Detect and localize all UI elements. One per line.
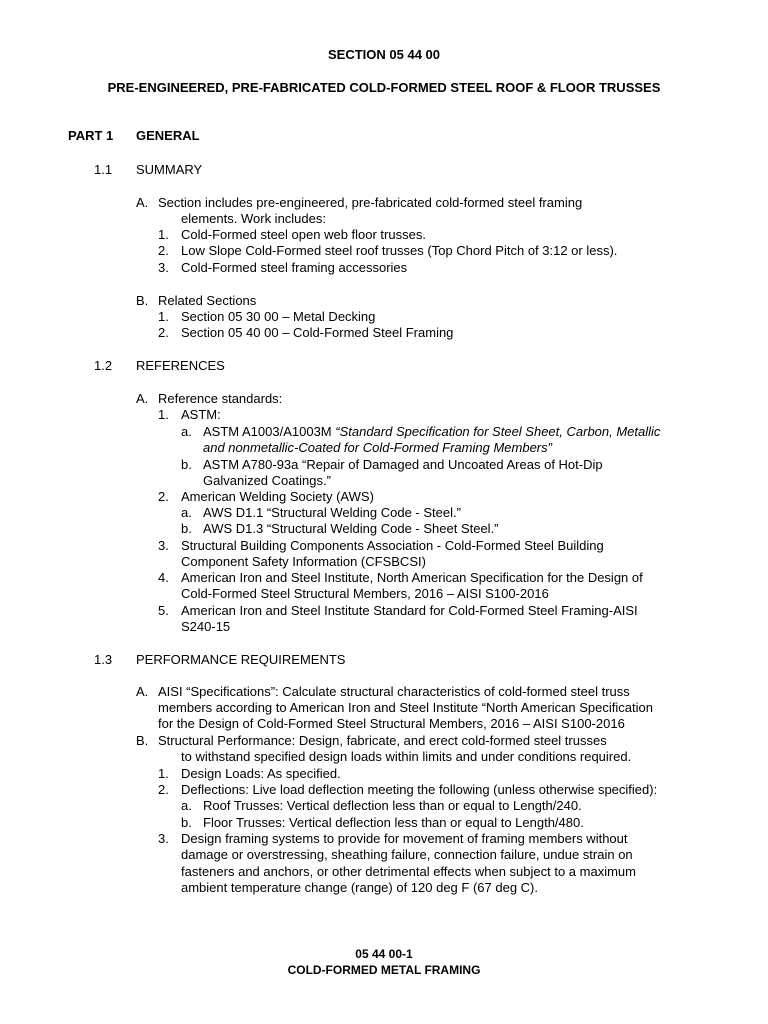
article-number: 1.3 (94, 652, 113, 667)
subitem-text: Roof Trusses: Vertical deflection less than or equal to Length/240. (203, 798, 582, 813)
subitem-text: AWS D1.3 “Structural Welding Code - Sheet Steel.” (203, 521, 499, 536)
paragraph-text: for the Design of Cold-Formed Steel Structural Members, 2016 – AISI S100-2016 (158, 716, 625, 731)
paragraph-label: A. (136, 195, 149, 210)
subitem-letter: a. (181, 505, 192, 520)
list-item: Cold-Formed steel open web floor trusses. (181, 227, 426, 242)
item-number: 2. (158, 782, 169, 797)
list-item: Component Safety Information (CFSBCSI) (181, 554, 426, 569)
subitem-text (203, 424, 660, 440)
paragraph-text: AISI “Specifications”: Calculate structural characteristics of cold-formed steel truss (158, 684, 630, 699)
paragraph-label: A. (136, 684, 149, 699)
subitem-text: ASTM A780-93a “Repair of Damaged and Uncoated Areas of Hot-Dip (203, 457, 603, 472)
list-item: Design framing systems to provide for movement of framing members without (181, 831, 628, 846)
paragraph-text: Reference standards: (158, 391, 283, 406)
list-item: Section 05 40 00 – Cold-Formed Steel Framing (181, 325, 454, 340)
item-number: 3. (158, 260, 169, 275)
subitem-text: Floor Trusses: Vertical deflection less than or equal to Length/480. (203, 815, 584, 830)
item-number: 4. (158, 570, 169, 585)
list-item: American Iron and Steel Institute Standard for Cold-Formed Steel Framing-AISI (181, 603, 638, 618)
item-number: 5. (158, 603, 169, 618)
list-item: damage or overstressing, sheathing failure, connection failure, undue strain on (181, 847, 633, 862)
list-item: Cold-Formed steel framing accessories (181, 260, 408, 275)
subitem-text: Galvanized Coatings.” (203, 473, 331, 488)
subitem-text-prefix: ASTM A1003/A1003M (203, 424, 336, 439)
list-item: ASTM: (181, 407, 221, 422)
paragraph-label: B. (136, 293, 149, 308)
item-number: 3. (158, 538, 169, 553)
item-number: 3. (158, 831, 169, 846)
item-number: 1. (158, 766, 169, 781)
subitem-text: AWS D1.1 “Structural Welding Code - Steel.” (203, 505, 461, 520)
paragraph-label: B. (136, 733, 149, 748)
subitem-letter: b. (181, 521, 192, 536)
paragraph-text: Section includes pre-engineered, pre-fabricated cold-formed steel framing (158, 195, 583, 210)
item-number: 2. (158, 325, 169, 340)
list-item: American Iron and Steel Institute, North American Specification for the Design of (181, 570, 643, 585)
list-item: Low Slope Cold-Formed steel roof trusses (Top Chord Pitch of 3:12 or less). (181, 243, 618, 258)
paragraph-text: elements. Work includes: (181, 211, 326, 226)
item-number: 1. (158, 227, 169, 242)
list-item: Section 05 30 00 – Metal Decking (181, 309, 376, 324)
article-title: SUMMARY (136, 162, 203, 177)
paragraph-text: to withstand specified design loads within limits and under conditions required. (181, 749, 632, 764)
subitem-letter: b. (181, 457, 192, 472)
subitem-letter: b. (181, 815, 192, 830)
list-item: Structural Building Components Association - Cold-Formed Steel Building (181, 538, 604, 553)
item-number: 2. (158, 243, 169, 258)
item-number: 2. (158, 489, 169, 504)
section-title: PRE-ENGINEERED, PRE-FABRICATED COLD-FORMED STEEL ROOF & FLOOR TRUSSES (107, 80, 661, 95)
paragraph-label: A. (136, 391, 149, 406)
list-item: American Welding Society (AWS) (181, 489, 374, 504)
item-number: 1. (158, 407, 169, 422)
part-number: PART 1 (68, 128, 114, 143)
article-number: 1.1 (94, 162, 113, 177)
list-item: Cold-Formed Steel Structural Members, 2016 – AISI S100-2016 (181, 586, 549, 601)
subitem-text-italic: and nonmetallic-Coated for Cold-Formed Framing Members” (203, 440, 552, 455)
article-title: PERFORMANCE REQUIREMENTS (136, 652, 346, 667)
section-number: SECTION 05 44 00 (328, 47, 440, 62)
paragraph-text: Structural Performance: Design, fabricate, and erect cold-formed steel trusses (158, 733, 607, 748)
list-item: S240-15 (181, 619, 231, 634)
subitem-text-italic: “Standard Specification for Steel Sheet, Carbon, Metallic (335, 424, 661, 439)
subitem-letter: a. (181, 424, 192, 439)
paragraph-text: Related Sections (158, 293, 257, 308)
footer-page-code: 05 44 00-1 (355, 947, 413, 961)
list-item: ambient temperature change (range) of 120 deg F (67 deg C). (181, 880, 538, 895)
list-item: Deflections: Live load deflection meeting the following (unless otherwise specified): (181, 782, 658, 797)
paragraph-text: members according to American Iron and Steel Institute “North American Specification (158, 700, 653, 715)
list-item: fasteners and anchors, or other detrimental effects when subject to a maximum (181, 864, 636, 879)
part-title: GENERAL (136, 128, 200, 143)
subitem-letter: a. (181, 798, 192, 813)
article-title: REFERENCES (136, 358, 225, 373)
article-number: 1.2 (94, 358, 113, 373)
item-number: 1. (158, 309, 169, 324)
list-item: Design Loads: As specified. (181, 766, 341, 781)
footer-title: COLD-FORMED METAL FRAMING (287, 963, 481, 977)
